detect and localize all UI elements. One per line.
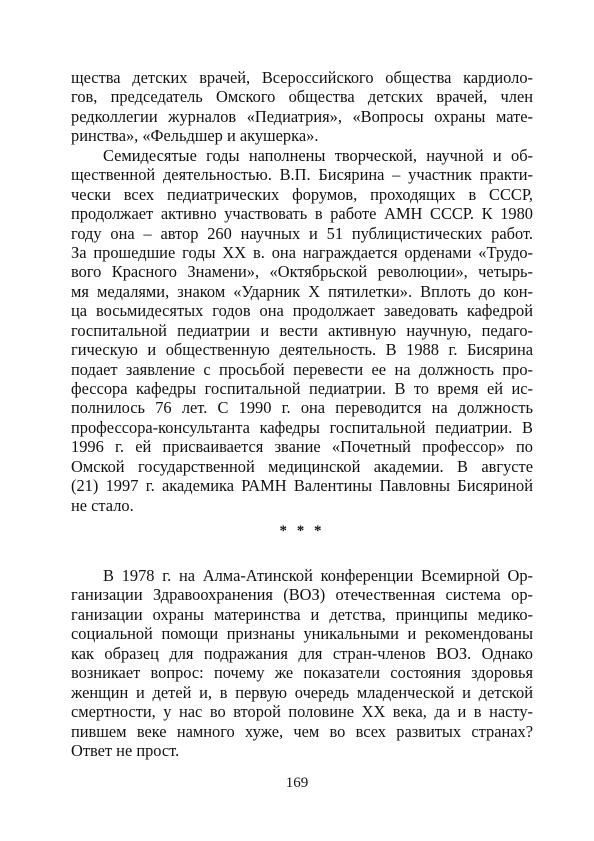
text-line: щества детских врачей, Всероссийского общества кардиоло- [71, 68, 533, 87]
paragraph-2 [71, 146, 533, 515]
text-line: фессора кафедры госпитальной педиатрии. В то время ей ис- [71, 379, 533, 398]
text-line: как образец для подражания для стран-членов ВОЗ. Однако [71, 643, 533, 663]
text-line: не стало. [71, 495, 134, 515]
page-body [71, 68, 533, 515]
text-line: мя медалями, знаком «Ударник X пятилетки». Вплоть до кон- [71, 281, 533, 301]
text-line: возникает вопрос: почему же показатели состояния здоровья [71, 663, 533, 683]
text-line: гов, председатель Омского общества детских врачей, член [71, 87, 533, 107]
text-line: 1996 г. ей присваивается звание «Почетный профессор» по [71, 437, 533, 457]
section-separator: * * * [279, 523, 325, 539]
text-line: ца восьмидесятых годов она продолжает заведовать кафедрой [71, 301, 533, 321]
text-line: пившем веке намного хуже, чем во всех развитых странах? [71, 721, 533, 741]
text-line: щественной деятельностью. В.П. Бисярина – участник практи- [71, 165, 533, 185]
text-line: Омской государственной медицинской академии. В августе [71, 456, 533, 476]
text-line: социальной помощи признаны уникальными и рекомендованы [71, 624, 533, 644]
text-line: Ответ не прост. [71, 740, 180, 760]
text-line: В 1978 г. на Алма-Атинской конференции Всемирной Ор- [103, 566, 533, 585]
text-line: подает заявление с просьбой перевести ее на должность про- [71, 359, 533, 379]
text-line: госпитальной педиатрии и вести активную научную, педаго- [71, 320, 533, 340]
text-line: году она – автор 260 научных и 51 публицистических работ. [71, 223, 533, 243]
text-line: женщин и детей и, в первую очередь младенческой и детской [71, 682, 533, 702]
text-line: вого Красного Знамени», «Октябрьской революции», четырь- [71, 262, 533, 282]
paragraph-1 [71, 68, 533, 146]
paragraph-3 [71, 566, 533, 760]
text-line: чески всех педиатрических форумов, проходящих в СССР, [71, 184, 533, 204]
text-line: профессора-консультанта кафедры госпитальной педиатрии. В [71, 417, 533, 437]
text-line: За прошедшие годы XX в. она награждается орденами «Трудо- [71, 242, 533, 262]
text-line: гическую и общественную деятельность. В 1988 г. Бисярина [71, 340, 533, 360]
text-line: редколлегии журналов «Педиатрия», «Вопросы охраны мате- [71, 106, 533, 126]
text-line: продолжает активно участвовать в работе АМН СССР. К 1980 [71, 204, 533, 224]
text-line: ганизации Здравоохранения (ВОЗ) отечественная система ор- [71, 585, 533, 605]
text-line: смертности, у нас во второй половине XX века, да и в насту- [71, 702, 533, 722]
text-line: ринства», «Фельдшер и акушерка». [71, 126, 319, 146]
text-line: (21) 1997 г. академика РАМН Валентины Павловны Бисяриной [71, 476, 533, 496]
page-number: 169 [285, 775, 309, 791]
text-line: ганизации охраны материнства и детства, принципы медико- [71, 604, 533, 624]
text-line: Семидесятые годы наполнены творческой, научной и об- [103, 145, 533, 165]
text-line: полнилось 76 лет. С 1990 г. она переводится на должность [71, 398, 533, 418]
